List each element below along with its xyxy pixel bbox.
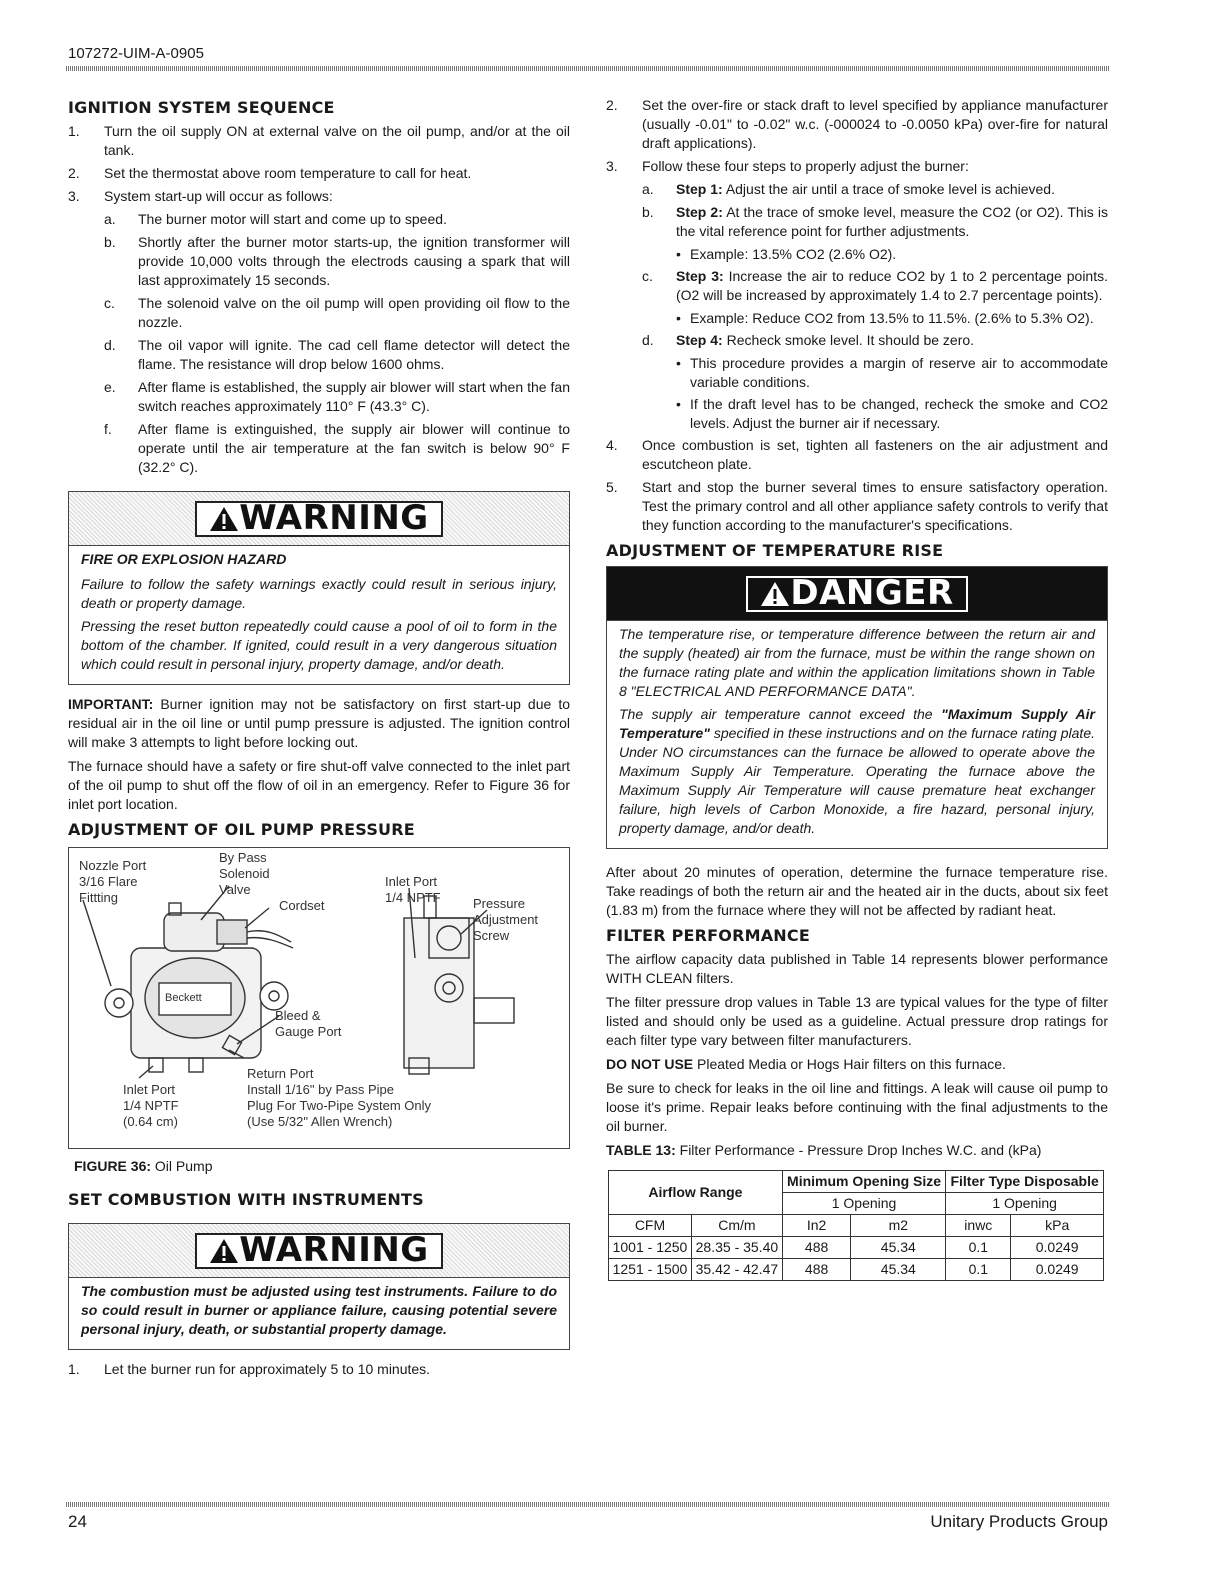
svg-text:Inlet Port: Inlet Port bbox=[385, 874, 438, 889]
table-header: Airflow Range bbox=[609, 1171, 783, 1215]
list-item: 3. Follow these four steps to properly adjust the burner: bbox=[606, 158, 969, 174]
warning-sign: WARNING bbox=[195, 501, 442, 537]
svg-text:Cordset: Cordset bbox=[279, 898, 325, 913]
svg-text:Install 1/16" by Pass Pipe: Install 1/16" by Pass Pipe bbox=[247, 1082, 394, 1097]
ignition-heading: IGNITION SYSTEM SEQUENCE bbox=[68, 98, 335, 117]
svg-text:Plug For Two-Pipe System Only: Plug For Two-Pipe System Only bbox=[247, 1098, 431, 1113]
temp-rise-heading: ADJUSTMENT OF TEMPERATURE RISE bbox=[606, 541, 944, 560]
company-name: Unitary Products Group bbox=[930, 1512, 1108, 1531]
left-column bbox=[68, 96, 570, 1383]
table-header: 1 Opening bbox=[946, 1193, 1104, 1215]
svg-text:Inlet Port: Inlet Port bbox=[123, 1082, 176, 1097]
svg-text:Nozzle Port: Nozzle Port bbox=[79, 858, 147, 873]
svg-text:Screw: Screw bbox=[473, 928, 510, 943]
list-item: f. After flame is extinguished, the supply air blower will continue to operate until the air temperature at the fan switch is below 90° F (32.2° C). bbox=[104, 421, 570, 475]
combustion-warning-box bbox=[68, 1223, 570, 1350]
list-item: a. Step 1: Adjust the air until a trace of smoke level is achieved. bbox=[642, 181, 1055, 197]
combustion-heading: SET COMBUSTION WITH INSTRUMENTS bbox=[68, 1190, 424, 1209]
bullet-item: • Example: Reduce CO2 from 13.5% to 11.5%. (2.6% to 5.3% O2). bbox=[676, 310, 1094, 326]
list-item: 4. Once combustion is set, tighten all fasteners on the air adjustment and escutcheon plate. bbox=[606, 437, 1108, 472]
table-header: 1 Opening bbox=[782, 1193, 945, 1215]
svg-text:1/4 NPTF: 1/4 NPTF bbox=[123, 1098, 179, 1113]
footer-rule bbox=[66, 1502, 1110, 1507]
paragraph: Be sure to check for leaks in the oil line and fittings. A leak will cause oil pump to loose it's prime. Repair leaks before continuing with the final adjustments to the oil burner. bbox=[606, 1080, 1108, 1134]
table-header: Filter Type Disposable bbox=[946, 1171, 1104, 1193]
list-item: 5. Start and stop the burner several times to ensure satisfactory operation. Test the primary control and all other appliance safety controls to verify that they function according to the manufacturer's specifications. bbox=[606, 479, 1108, 533]
paragraph: After about 20 minutes of operation, determine the furnace temperature rise. Take readings of both the return air and the heated air in the ducts, about six feet (1.83 m) from the furnace where they will not be affected by radiant heat. bbox=[606, 864, 1108, 918]
list-item: 2. Set the thermostat above room temperature to call for heat. bbox=[68, 165, 472, 181]
warning-text: Failure to follow the safety warnings exactly could result in serious injury, death or property damage. bbox=[81, 576, 557, 611]
svg-text:Fittting: Fittting bbox=[79, 890, 119, 905]
list-item: a. The burner motor will start and come up to speed. bbox=[104, 211, 447, 227]
list-item: b. Step 2: At the trace of smoke level, measure the CO2 (or O2). This is the vital reference point for further adjustments. bbox=[642, 204, 1108, 239]
svg-text:Adjustment: Adjustment bbox=[473, 912, 539, 927]
list-item: 3. System start-up will occur as follows: bbox=[68, 188, 333, 204]
paragraph: The airflow capacity data published in Table 14 represents blower performance WITH CLEAN filters. bbox=[606, 951, 1108, 986]
list-item: 1. Turn the oil supply ON at external valve on the oil pump, and/or at the oil tank. bbox=[68, 123, 570, 158]
svg-text:Valve: Valve bbox=[219, 882, 251, 897]
list-item: 1. Let the burner run for approximately 5 to 10 minutes. bbox=[68, 1361, 431, 1377]
svg-text:Pressure: Pressure bbox=[473, 896, 526, 911]
list-item: e. After flame is established, the supply air blower will start when the fan switch reaches approximately 110° F (43.3° C). bbox=[104, 379, 570, 414]
oil-pump-diagram bbox=[69, 848, 569, 1148]
table-row: 1001 - 1250 28.35 - 35.40 488 45.34 0.1 0.0249 bbox=[609, 1237, 1104, 1259]
oil-pump-figure bbox=[68, 847, 570, 1149]
svg-text:1/4 NPTF: 1/4 NPTF bbox=[385, 890, 441, 905]
paragraph: The furnace should have a safety or fire shut-off valve connected to the inlet part of the oil pump to shut off the flow of oil in an emergency. Refer to Figure 36 for inlet port location. bbox=[68, 758, 570, 812]
warning-triangle-icon bbox=[209, 1237, 239, 1265]
header-rule bbox=[66, 66, 1110, 71]
document-id: 107272-UIM-A-0905 bbox=[68, 45, 204, 62]
right-column bbox=[606, 96, 1108, 1281]
bullet-item: • If the draft level has to be changed, recheck the smoke and CO2 levels. Adjust the burner air if necessary. bbox=[676, 396, 1108, 431]
list-item: b. Shortly after the burner motor starts-up, the ignition transformer will provide 10,000 volts through the electrods causing a spark that will last approximately 15 seconds. bbox=[104, 234, 570, 288]
filter-table bbox=[608, 1170, 1104, 1281]
table-row: CFM Cm/m In2 m2 inwc kPa bbox=[609, 1215, 1104, 1237]
svg-text:By Pass: By Pass bbox=[219, 850, 267, 865]
figure-caption: FIGURE 36: Oil Pump bbox=[74, 1158, 213, 1174]
svg-text:Beckett: Beckett bbox=[165, 992, 202, 1004]
paragraph: The filter pressure drop values in Table 13 are typical values for the type of filter listed and should only be used as a guideline. Actual pressure drop ratings for each filter type vary between filter manufacturers. bbox=[606, 994, 1108, 1048]
table-header: Minimum Opening Size bbox=[782, 1171, 945, 1193]
danger-text: The supply air temperature cannot exceed the "Maximum Supply Air Temperature" specified in these instructions and on the furnace rating plate. Under NO circumstances can the furnace be allowed to operate above the Maximum Supply Air Temperature. Operating the furnace above the Maximum Supply Air Temperature will cause premature heat exchanger failure, high levels of Carbon Monoxide, a fire hazard, personal injury, property damage, and/or death. bbox=[619, 706, 1095, 836]
svg-text:(Use 5/32" Allen Wrench): (Use 5/32" Allen Wrench) bbox=[247, 1114, 393, 1129]
svg-text:Gauge Port: Gauge Port bbox=[275, 1024, 342, 1039]
danger-text: The temperature rise, or temperature difference between the return air and the supply (heated) air from the furnace, must be within the range shown on the furnace rating plate and within the application limitations shown in Table 8 "ELECTRICAL AND PERFORMANCE DATA". bbox=[619, 626, 1095, 699]
warning-triangle-icon bbox=[760, 580, 790, 608]
bullet-item: • Example: 13.5% CO2 (2.6% O2). bbox=[676, 246, 897, 262]
paragraph: DO NOT USE Pleated Media or Hogs Hair filters on this furnace. bbox=[606, 1056, 1006, 1072]
hazard-title: FIRE OR EXPLOSION HAZARD bbox=[81, 551, 287, 567]
filter-heading: FILTER PERFORMANCE bbox=[606, 926, 810, 945]
warning-sign: WARNING bbox=[195, 1233, 442, 1269]
page-number: 24 bbox=[68, 1512, 87, 1531]
list-item: d. Step 4: Recheck smoke level. It should be zero. bbox=[642, 332, 975, 348]
list-item: 2. Set the over-fire or stack draft to level specified by appliance manufacturer (usually -0.01" to -0.02" w.c. (-000024 to -0.0050 kPa) over-fire for natural draft applications). bbox=[606, 97, 1108, 151]
list-item: c. The solenoid valve on the oil pump will open providing oil flow to the nozzle. bbox=[104, 295, 570, 330]
warning-triangle-icon bbox=[209, 505, 239, 533]
warning-text: The combustion must be adjusted using test instruments. Failure to do so could result in burner or appliance failure, causing potential severe personal injury, death, or substantial property damage. bbox=[81, 1283, 557, 1337]
list-item: d. The oil vapor will ignite. The cad cell flame detector will detect the flame. The resistance will drop below 1600 ohms. bbox=[104, 337, 570, 372]
fire-warning-box bbox=[68, 491, 570, 685]
danger-sign: DANGER bbox=[746, 576, 967, 612]
important-note: IMPORTANT: Burner ignition may not be satisfactory on first start-up due to residual air in the oil line or until pump pressure is adjusted. The ignition control will make 3 attempts to light before locking out. bbox=[68, 696, 571, 750]
svg-text:(0.64 cm): (0.64 cm) bbox=[123, 1114, 178, 1129]
oil-pump-heading: ADJUSTMENT OF OIL PUMP PRESSURE bbox=[68, 820, 415, 839]
bullet-item: • This procedure provides a margin of reserve air to accommodate variable conditions. bbox=[676, 355, 1108, 390]
svg-text:Solenoid: Solenoid bbox=[219, 866, 270, 881]
warning-text: Pressing the reset button repeatedly could cause a pool of oil to form in the bottom of the chamber. If ignited, could result in a very dangerous situation which could result in personal injury, property damage, and/or death. bbox=[81, 618, 557, 672]
danger-box bbox=[606, 566, 1108, 849]
svg-text:Bleed &: Bleed & bbox=[275, 1008, 321, 1023]
table-caption: TABLE 13: Filter Performance - Pressure Drop Inches W.C. and (kPa) bbox=[606, 1142, 1042, 1158]
svg-text:Return Port: Return Port bbox=[247, 1066, 314, 1081]
table-row: 1251 - 1500 35.42 - 42.47 488 45.34 0.1 0.0249 bbox=[609, 1259, 1104, 1281]
list-item: c. Step 3: Increase the air to reduce CO2 by 1 to 2 percentage points. (O2 will be increased by approximately 1.4 to 2.7 percentage points). bbox=[642, 268, 1108, 303]
svg-text:3/16 Flare: 3/16 Flare bbox=[79, 874, 138, 889]
